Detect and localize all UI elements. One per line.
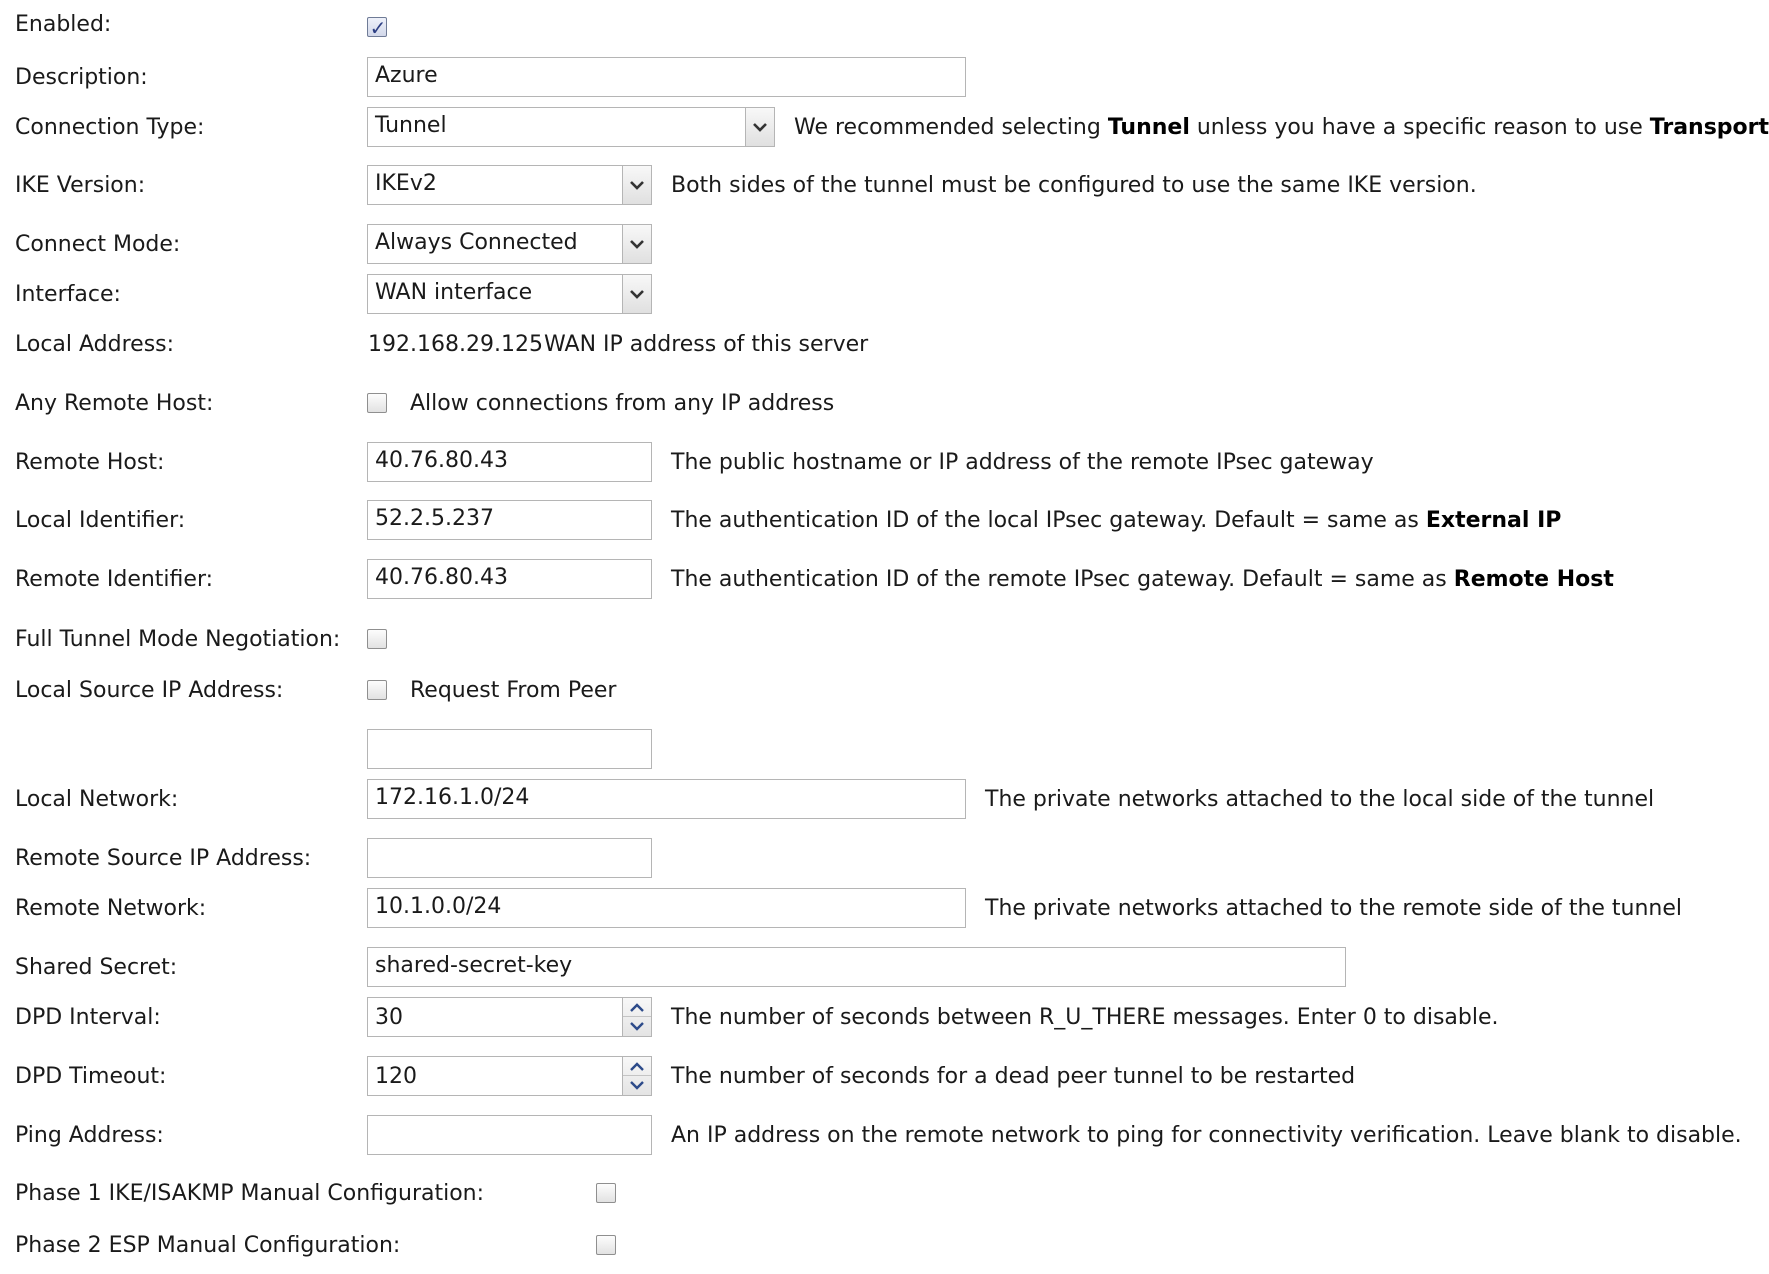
local-identifier-input[interactable]: 52.2.5.237 xyxy=(367,500,652,540)
dpd-timeout-value: 120 xyxy=(375,1064,417,1089)
remote-identifier-input[interactable]: 40.76.80.43 xyxy=(367,559,652,599)
ping-address-help: An IP address on the remote network to ping for connectivity verification. Leave blank to disable. xyxy=(671,1123,1742,1148)
ike-version-select[interactable] xyxy=(367,165,652,205)
phase1-label: Phase 1 IKE/ISAKMP Manual Configuration: xyxy=(15,1181,485,1206)
local-source-ip-input[interactable] xyxy=(367,729,652,769)
interface-select[interactable] xyxy=(367,274,652,314)
connect-mode-label: Connect Mode: xyxy=(15,232,181,257)
local-address-label: Local Address: xyxy=(15,332,175,357)
phase2-checkbox[interactable] xyxy=(596,1235,616,1255)
shared-secret-label: Shared Secret: xyxy=(15,955,178,980)
connection-type-help: We recommended selecting Tunnel unless you have a specific reason to use Transport xyxy=(794,115,1769,140)
interface-label: Interface: xyxy=(15,282,121,307)
connect-mode-value: Always Connected xyxy=(375,230,578,255)
chevron-down-icon xyxy=(631,1082,643,1088)
local-address-help: WAN IP address of this server xyxy=(544,332,869,357)
phase1-checkbox[interactable] xyxy=(596,1183,616,1203)
remote-host-label: Remote Host: xyxy=(15,450,165,475)
connection-type-value: Tunnel xyxy=(375,113,447,138)
remote-network-help: The private networks attached to the remote side of the tunnel xyxy=(985,896,1683,921)
ike-version-label: IKE Version: xyxy=(15,173,146,198)
full-tunnel-label: Full Tunnel Mode Negotiation: xyxy=(15,627,341,652)
request-from-peer-checkbox[interactable] xyxy=(367,680,387,700)
checkmark-icon: ✓ xyxy=(369,16,387,40)
local-network-help: The private networks attached to the local side of the tunnel xyxy=(985,787,1655,812)
chevron-up-icon xyxy=(631,1064,643,1070)
local-network-label: Local Network: xyxy=(15,787,179,812)
local-source-ip-label: Local Source IP Address: xyxy=(15,678,284,703)
remote-network-label: Remote Network: xyxy=(15,896,207,921)
chevron-down-icon[interactable] xyxy=(745,108,774,146)
remote-source-ip-label: Remote Source IP Address: xyxy=(15,846,312,871)
remote-host-help: The public hostname or IP address of the remote IPsec gateway xyxy=(671,450,1374,475)
any-remote-host-text: Allow connections from any IP address xyxy=(410,391,835,416)
any-remote-host-checkbox[interactable] xyxy=(367,393,387,413)
description-input[interactable]: Azure xyxy=(367,57,966,97)
remote-network-input[interactable]: 10.1.0.0/24 xyxy=(367,888,966,928)
local-network-input[interactable]: 172.16.1.0/24 xyxy=(367,779,966,819)
local-identifier-help: The authentication ID of the local IPsec gateway. Default = same as External IP xyxy=(671,508,1562,533)
spinner-buttons[interactable] xyxy=(622,998,651,1036)
any-remote-host-label: Any Remote Host: xyxy=(15,391,214,416)
connection-type-select[interactable] xyxy=(367,107,775,147)
connect-mode-select[interactable] xyxy=(367,224,652,264)
ping-address-input[interactable] xyxy=(367,1115,652,1155)
ike-version-help: Both sides of the tunnel must be configured to use the same IKE version. xyxy=(671,173,1477,198)
ike-version-value: IKEv2 xyxy=(375,171,437,196)
connection-type-label: Connection Type: xyxy=(15,115,205,140)
chevron-down-icon[interactable] xyxy=(622,225,651,263)
chevron-down-icon[interactable] xyxy=(622,275,651,313)
dpd-interval-stepper[interactable] xyxy=(367,997,652,1037)
dpd-timeout-help: The number of seconds for a dead peer tunnel to be restarted xyxy=(671,1064,1356,1089)
dpd-interval-label: DPD Interval: xyxy=(15,1005,161,1030)
full-tunnel-checkbox[interactable] xyxy=(367,629,387,649)
remote-source-ip-input[interactable] xyxy=(367,838,652,878)
interface-value: WAN interface xyxy=(375,280,533,305)
request-from-peer-text: Request From Peer xyxy=(410,678,617,703)
enabled-checkbox[interactable] xyxy=(367,16,387,40)
chevron-down-icon xyxy=(631,1023,643,1029)
ping-address-label: Ping Address: xyxy=(15,1123,164,1148)
local-address-value: 192.168.29.125 xyxy=(368,332,543,357)
phase2-label: Phase 2 ESP Manual Configuration: xyxy=(15,1233,401,1258)
shared-secret-input[interactable]: shared-secret-key xyxy=(367,947,1346,987)
dpd-interval-value: 30 xyxy=(375,1005,403,1030)
remote-identifier-label: Remote Identifier: xyxy=(15,567,214,592)
dpd-timeout-label: DPD Timeout: xyxy=(15,1064,167,1089)
remote-host-input[interactable]: 40.76.80.43 xyxy=(367,442,652,482)
remote-identifier-help: The authentication ID of the remote IPsec gateway. Default = same as Remote Host xyxy=(671,567,1614,592)
chevron-down-icon[interactable] xyxy=(622,166,651,204)
local-identifier-label: Local Identifier: xyxy=(15,508,186,533)
dpd-interval-help: The number of seconds between R_U_THERE messages. Enter 0 to disable. xyxy=(671,1005,1499,1030)
description-label: Description: xyxy=(15,65,148,90)
dpd-timeout-stepper[interactable] xyxy=(367,1056,652,1096)
chevron-up-icon xyxy=(631,1005,643,1011)
enabled-label: Enabled: xyxy=(15,12,112,37)
spinner-buttons[interactable] xyxy=(622,1057,651,1095)
